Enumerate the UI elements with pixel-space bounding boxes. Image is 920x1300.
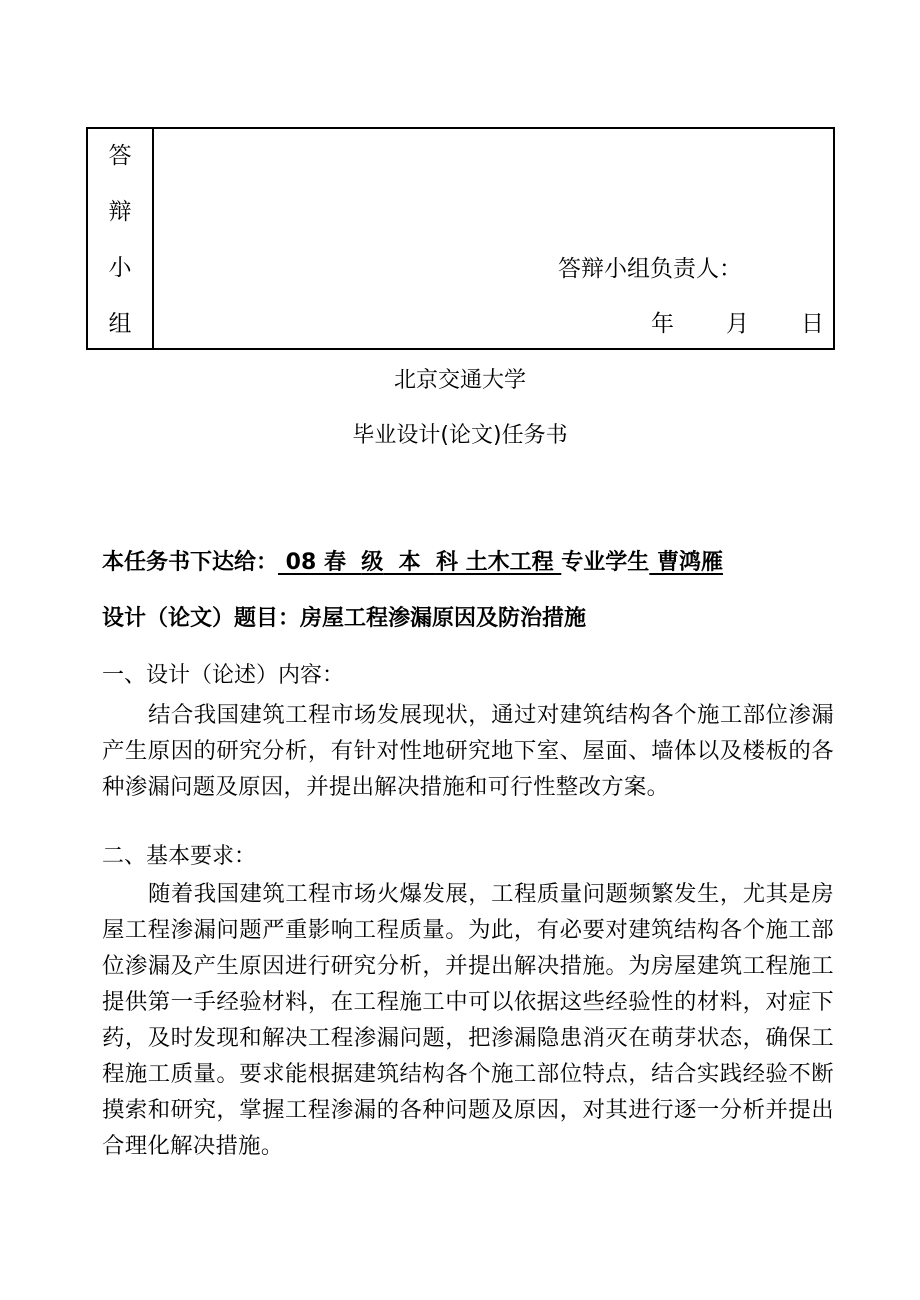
date-month-label: 月: [726, 311, 749, 337]
label-char: 辩: [108, 199, 132, 225]
major-field: 土木工程: [457, 550, 562, 575]
date-day-label: 日: [801, 311, 824, 337]
level-suffix: 科: [435, 550, 458, 575]
thesis-topic-line: [102, 604, 842, 634]
topic-label: 设计（论文）题目：: [102, 606, 301, 631]
committee-head-signature-label: 答辩小组负责人：: [558, 256, 742, 282]
major-suffix: 专业学生: [561, 550, 650, 575]
level-field: 本: [383, 550, 436, 575]
defense-committee-table: [86, 127, 835, 350]
section-1-heading: 一、设计（论述）内容：: [102, 663, 345, 688]
grade-field: 08 春: [278, 550, 362, 575]
assignment-prefix: 本任务书下达给：: [102, 550, 279, 575]
assignment-line: [102, 548, 842, 578]
label-char: 小: [108, 255, 132, 281]
label-char: 答: [108, 143, 132, 169]
document-title: 毕业设计(论文)任务书: [352, 423, 568, 448]
defense-committee-label-cell: [88, 129, 154, 348]
section-1-body: 结合我国建筑工程市场发展现状，通过对建筑结构各个施工部位渗漏产生原因的研究分析，有针对性地研究地下室、屋面、墙体以及楼板的各种渗漏问题及原因，并提出解决措施和可行性整改方案。: [102, 702, 834, 800]
student-name-field: 曹鸿雁: [649, 550, 723, 575]
section-2-heading: 二、基本要求：: [102, 844, 257, 869]
university-name: 北京交通大学: [393, 368, 526, 393]
section-2-body: 随着我国建筑工程市场火爆发展，工程质量问题频繁发生，尤其是房屋工程渗漏问题严重影响工程质量。为此，有必要对建筑结构各个施工部位渗漏及产生原因进行研究分析，并提出解决措施。为房屋建筑工程施工提供第一手经验材料，在工程施工中可以依据这些经验性的材料，对症下药，及时发现和解决工程渗漏问题，把渗漏隐患消灭在萌芽状态，确保工程施工质量。要求能根据建筑结构各个施工部位特点，结合实践经验不断摸索和研究，掌握工程渗漏的各种问题及原因，对其进行逐一分析并提出合理化解决措施。: [102, 881, 834, 1159]
grade-suffix: 级: [361, 550, 384, 575]
date-year-label: 年: [651, 311, 674, 337]
topic-value: 房屋工程渗漏原因及防治措施: [300, 606, 587, 631]
label-char: 组: [108, 311, 132, 337]
